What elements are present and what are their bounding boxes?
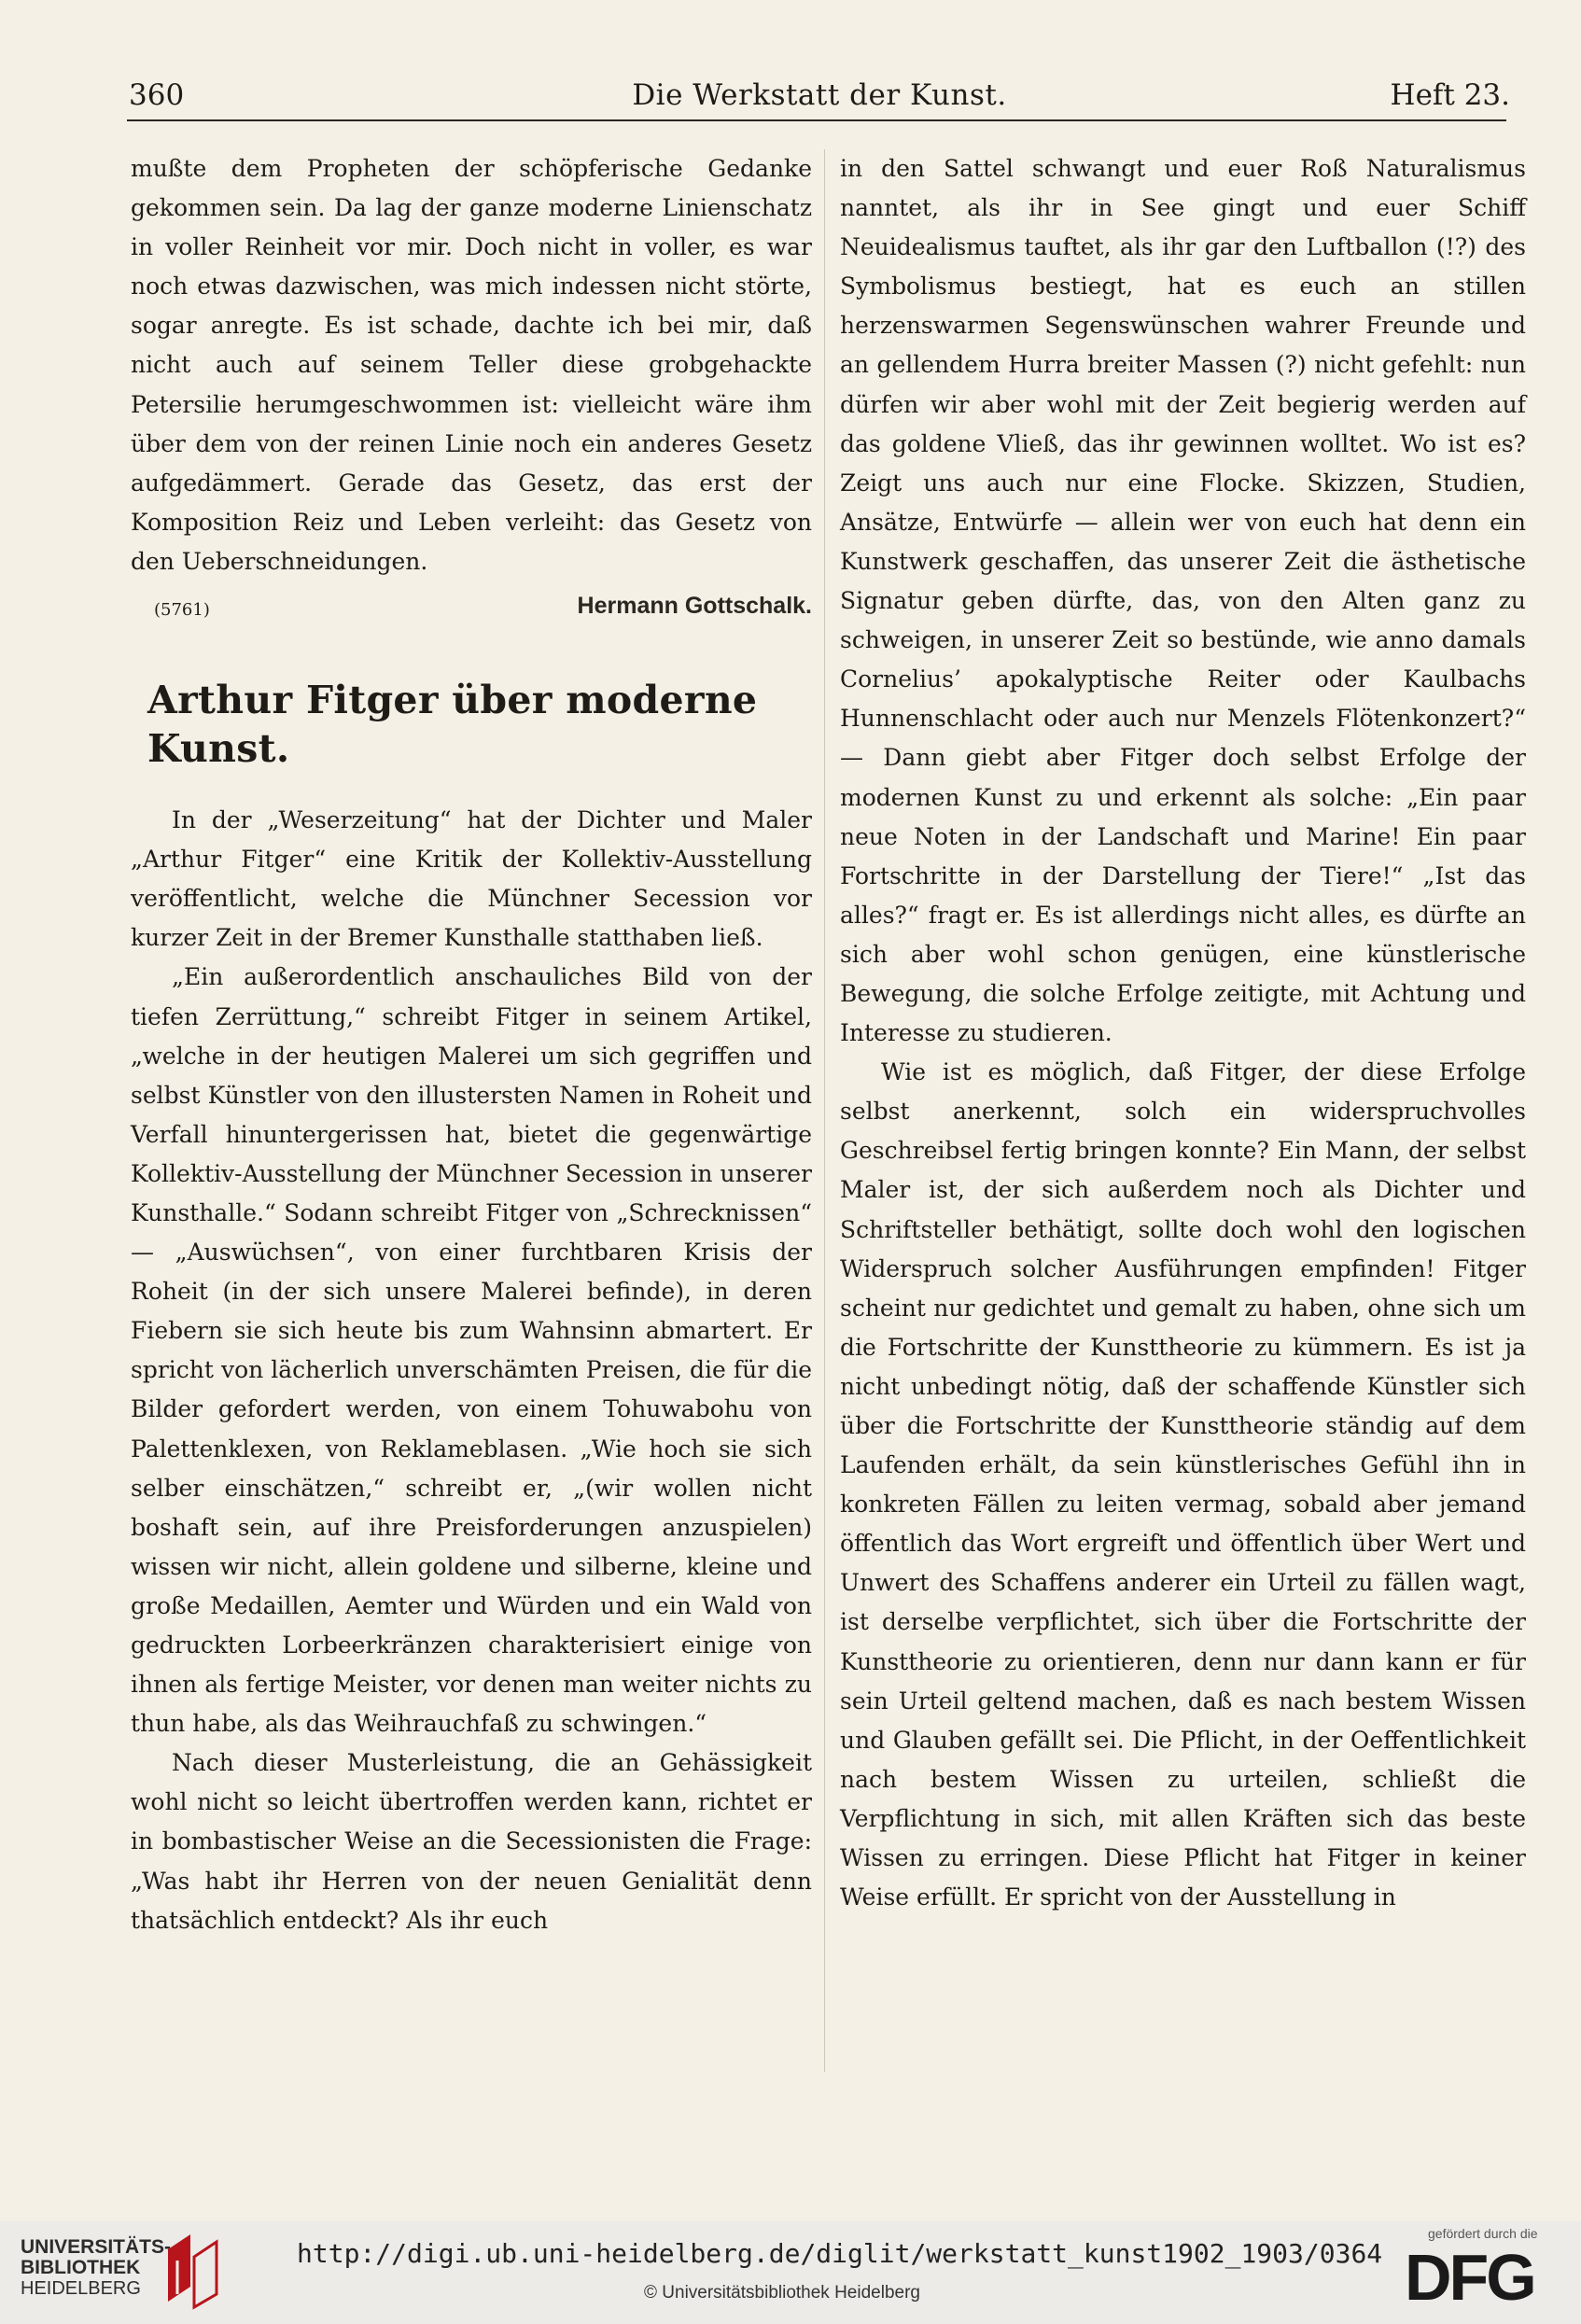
article-title: Arthur Fitger über moderne Kunst. bbox=[147, 678, 758, 772]
left-column bbox=[131, 149, 812, 1940]
signature-author: Hermann Gottschalk. bbox=[577, 593, 812, 620]
library-logo[interactable] bbox=[21, 2237, 171, 2299]
signature-code: (5761) bbox=[154, 600, 210, 621]
header-rule bbox=[127, 119, 1506, 121]
running-title: Die Werkstatt der Kunst. bbox=[632, 78, 1007, 112]
article-paragraph: Nach dieser Musterleistung, die an Gehässigkeit wohl nicht so leicht übertroffen werden kann, richtet er in bombastischer Weise an die Secessionisten die Frage: „Was habt ihr Herren von der neuen Genialität denn thatsächlich entdeckt? Als ihr euch bbox=[131, 1749, 812, 1934]
permalink-url[interactable]: http://digi.ub.uni-heidelberg.de/diglit/werkstatt_kunst1902_1903/0364 bbox=[297, 2238, 1383, 2269]
article-paragraph: „Ein außerordentlich anschauliches Bild von der tiefen Zerrüttung,“ schreibt Fitger in seinem Artikel, „welche in der heutigen Malerei um sich gegriffen und selbst Künstler von den illustersten Namen in Roheit und Verfall hinuntergerissen hat, bietet die gegenwärtige Kollektiv-Ausstellung der Münchner Secession in unserer Kunsthalle.“ Sodann schreibt Fitger von „Schrecknissen“ — „Auswüchsen“, von einer furchtbaren Krisis der Roheit (in der sich unsere Malerei befinde), in deren Fiebern sie sich heute bis zum Wahnsinn abmartert. Er spricht von lächerlich unverschämten Preisen, die für die Bilder gefordert werden, von einem Tohuwabohu von Palettenklexen, von Reklameblasen. „Wie hoch sie sich selber einschätzen,“ schreibt er, „(wir wollen nicht boshaft sein, auf ihre Preisforderungen anzuspielen) wissen wir nicht, allein goldene und silberne, kleine und große Medaillen, Aemter und Würden und ein Wald von gedruckten Lorbeerkränzen charakterisiert einige von ihnen als fertige Meister, vor denen man weiter nichts zu thun habe, als das Weihrauchfaß zu schwingen.“ bbox=[131, 963, 812, 1738]
library-emblem-icon bbox=[159, 2229, 224, 2313]
library-name-line1: UNIVERSITÄTS- bbox=[21, 2236, 172, 2258]
column-divider bbox=[824, 149, 825, 2072]
dfg-logo[interactable]: DFG bbox=[1405, 2241, 1534, 2314]
dfg-caption: gefördert durch die bbox=[1428, 2226, 1538, 2241]
article-paragraph: in den Sattel schwangt und euer Roß Naturalismus nanntet, als ihr in See gingt und euer Schiff Neuidealismus tauftet, als ihr gar den Luftballon (!?) des Symbolismus bestiegt, hat es euch an stillen herzenswarmen Segenswünschen wahrer Freunde und an gellendem Hurra breiter Massen (?) nicht gefehlt: nun dürfen wir aber wohl mit der Zeit begierig werden auf das goldene Vließ, das ihr gewinnen wolltet. Wo ist es? Zeigt uns auch nur eine Flocke. Skizzen, Studien, Ansätze, Entwürfe — allein wer von euch hat denn ein Kunstwerk geschaffen, das unserer Zeit die ästhetische Signatur geben dürfte, das, von den Alten ganz zu schweigen, in unserer Zeit so bestünde, wie anno damals Cornelius’ apokalyptische Reiter oder Kaulbachs Hunnenschlacht oder auch nur Menzels Flötenkonzert?“ — Dann giebt aber Fitger doch selbst Erfolge der modernen Kunst zu und erkennt als solche: „Ein paar neue Noten in der Landschaft und Marine! Ein paar Fortschritte in der Darstellung der Tiere!“ „Ist das alles?“ fragt er. Es ist allerdings nicht alles, es dürfte an sich aber wohl schon genügen, eine künstlerische Bewegung, die solche Erfolge zeitigte, mit Achtung und Interesse zu studieren. bbox=[840, 155, 1526, 1047]
library-name-line2: BIBLIOTHEK bbox=[21, 2257, 141, 2278]
viewer-footer bbox=[0, 2221, 1581, 2324]
signature bbox=[131, 583, 812, 623]
article-paragraph: Wie ist es möglich, daß Fitger, der diese Erfolge selbst anerkennt, solch ein widerspruchvolles Geschreibsel fertig bringen konnte? Ein Mann, der selbst Maler ist, der sich außerdem noch als Dichter und Schriftsteller bethätigt, sollte doch wohl den logischen Widerspruch solcher Ausführungen empfinden! Fitger scheint nur gedichtet und gemalt zu haben, ohne sich um die Fortschritte der Kunsttheorie zu kümmern. Es ist ja nicht unbedingt nötig, daß der schaffende Künstler sich über die Fortschritte der Kunsttheorie ständig auf dem Laufenden erhält, da sein künstlerisches Gefühl ihn in konkreten Fällen zu leiten vermag, sobald aber jemand öffentlich das Wort ergreift und öffentlich über Wert und Unwert des Schaffens anderer ein Urteil zu fällen wagt, ist derselbe verpflichtet, sich über die Fortschritte der Kunsttheorie zu orientieren, denn nur dann kann er für sein Urteil geltend machen, daß es nach bestem Wissen und Glauben gefällt sei. Die Pflicht, in der Oeffentlichkeit nach bestem Wissen zu urteilen, schließt die Verpflichtung in sich, mit allen Kräften sich das beste Wissen zu erringen. Diese Pflicht hat Fitger in keiner Weise erfüllt. Er spricht von der Ausstellung in bbox=[840, 1058, 1526, 1911]
issue-number: Heft 23. bbox=[1390, 78, 1510, 112]
page-number: 360 bbox=[129, 78, 185, 112]
article-paragraph: In der „Weserzeitung“ hat der Dichter und Maler „Arthur Fitger“ eine Kritik der Kollektiv-Ausstellung veröffentlicht, welche die Münchner Secession vor kurzer Zeit in der Bremer Kunsthalle statthaben ließ. bbox=[131, 806, 812, 952]
intro-paragraph: mußte dem Propheten der schöpferische Gedanke gekommen sein. Da lag der ganze moderne Linienschatz in voller Reinheit vor mir. Doch nicht in voller, es war noch etwas dazwischen, was mich indessen nicht störte, sogar anregte. Es ist schade, dachte ich bei mir, daß nicht auch auf seinem Teller diese grobgehackte Petersilie herumgeschwommen ist: vielleicht wäre ihm über dem von der reinen Linie noch ein anderes Gesetz aufgedämmert. Gerade das Gesetz, das erst der Komposition Reiz und Leben verleiht: das Gesetz von den Ueberschneidungen. bbox=[131, 155, 812, 575]
page-header bbox=[129, 78, 1510, 116]
copyright-notice: © Universitätsbibliothek Heidelberg bbox=[644, 2283, 920, 2303]
right-column bbox=[840, 149, 1526, 1917]
library-name-line3: HEIDELBERG bbox=[21, 2278, 141, 2299]
